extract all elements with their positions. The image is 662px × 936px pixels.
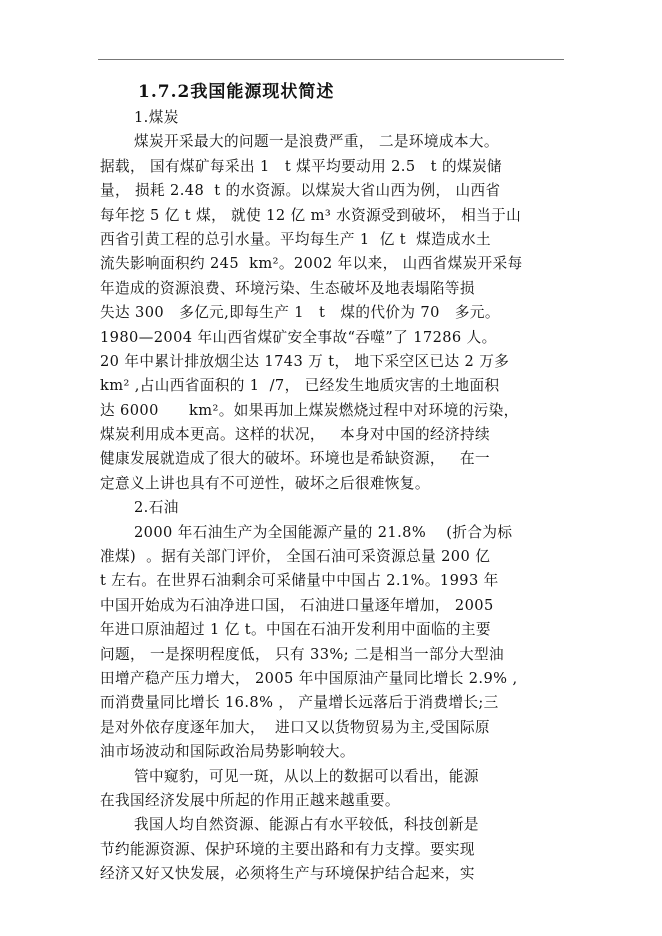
text-line: 据载， 国有煤矿每采出 1 t 煤平均要动用 2.5 t 的煤炭储 (100, 157, 502, 175)
section-heading: 1.7.2我国能源现状简述 (138, 82, 335, 102)
text-line: 管中窥豹，可见一斑，从以上的数据可以看出，能源 (134, 767, 479, 785)
text-line: 20 年中累计排放烟尘达 1743 万 t， 地下采空区已达 2 万多 (100, 352, 510, 370)
text-line: 流失影响面积约 245 km²。2002 年以来， 山西省煤炭开采每 (100, 255, 523, 273)
text-line: km² ,占山西省面积的 1 /7， 已经发生地质灾害的土地面积 (100, 377, 500, 395)
text-line: 1980—2004 年山西省煤矿安全事故“吞噬”了 17286 人。 (100, 328, 497, 346)
text-line: 准煤) 。据有关部门评价， 全国石油可采资源总量 200 亿 (100, 548, 491, 566)
text-line: 2000 年石油生产为全国能源产量的 21.8% (折合为标 (134, 523, 513, 541)
text-line: 1.煤炭 (134, 109, 179, 126)
text-line: 健康发展就造成了很大的破坏。环境也是希缺资源， 在一 (100, 450, 490, 468)
text-line: 失达 300 多亿元,即每生产 1 t 煤的代价为 70 多元。 (100, 304, 500, 322)
text-line: 量， 损耗 2.48 t 的水资源。以煤炭大省山西为例， 山西省 (100, 182, 501, 200)
text-line: 2.石油 (134, 499, 179, 517)
text-line: 经济又好又快发展，必须将生产与环境保护结合起来，实 (100, 865, 475, 883)
text-line: 节约能源资源、保护环境的主要出路和有力支撑。要实现 (100, 840, 475, 858)
text-line: 田增产稳产压力增大， 2005 年中国原油产量同比增长 2.9% , (100, 669, 518, 687)
text-line: 我国人均自然资源、能源占有水平较低，科技创新是 (134, 816, 479, 834)
text-line: 是对外依存度逐年加大， 进口又以货物贸易为主,受国际原 (100, 718, 490, 736)
text-line: 油市场波动和国际政治局势影响较大。 (100, 743, 355, 761)
text-line: 西省引黄工程的总引水量。平均每生产 1 亿 t 煤造成水土 (100, 230, 492, 248)
text-line: 在我国经济发展中所起的作用正越来越重要。 (100, 791, 400, 809)
text-line: 中国开始成为石油净进口国， 石油进口量逐年增加， 2005 (100, 596, 494, 614)
header-rule (98, 59, 564, 60)
text-line: 年进口原油超过 1 亿 t。中国在石油开发利用中面临的主要 (100, 621, 491, 639)
body-text (100, 106, 570, 887)
text-line: 煤炭利用成本更高。这样的状况， 本身对中国的经济持续 (100, 426, 490, 444)
text-line: t 左右。在世界石油剩余可采储量中中国占 2.1%。1993 年 (100, 572, 499, 590)
text-line: 而消费量同比增长 16.8% ， 产量增长远落后于消费增长;三 (100, 694, 499, 712)
text-line: 达 6000 km²。如果再加上煤炭燃烧过程中对环境的污染， (100, 401, 519, 419)
text-line: 年造成的资源浪费、环境污染、生态破坏及地表塌陷等损 (100, 279, 475, 297)
text-line: 问题， 一是探明程度低， 只有 33%; 二是相当一部分大型油 (100, 645, 504, 663)
text-line: 定意义上讲也具有不可逆性，破坏之后很难恢复。 (100, 474, 430, 492)
text-line: 每年挖 5 亿 t 煤， 就使 12 亿 m³ 水资源受到破坏， 相当于山 (100, 206, 522, 224)
text-line: 煤炭开采最大的问题一是浪费严重， 二是环境成本大。 (134, 133, 499, 151)
